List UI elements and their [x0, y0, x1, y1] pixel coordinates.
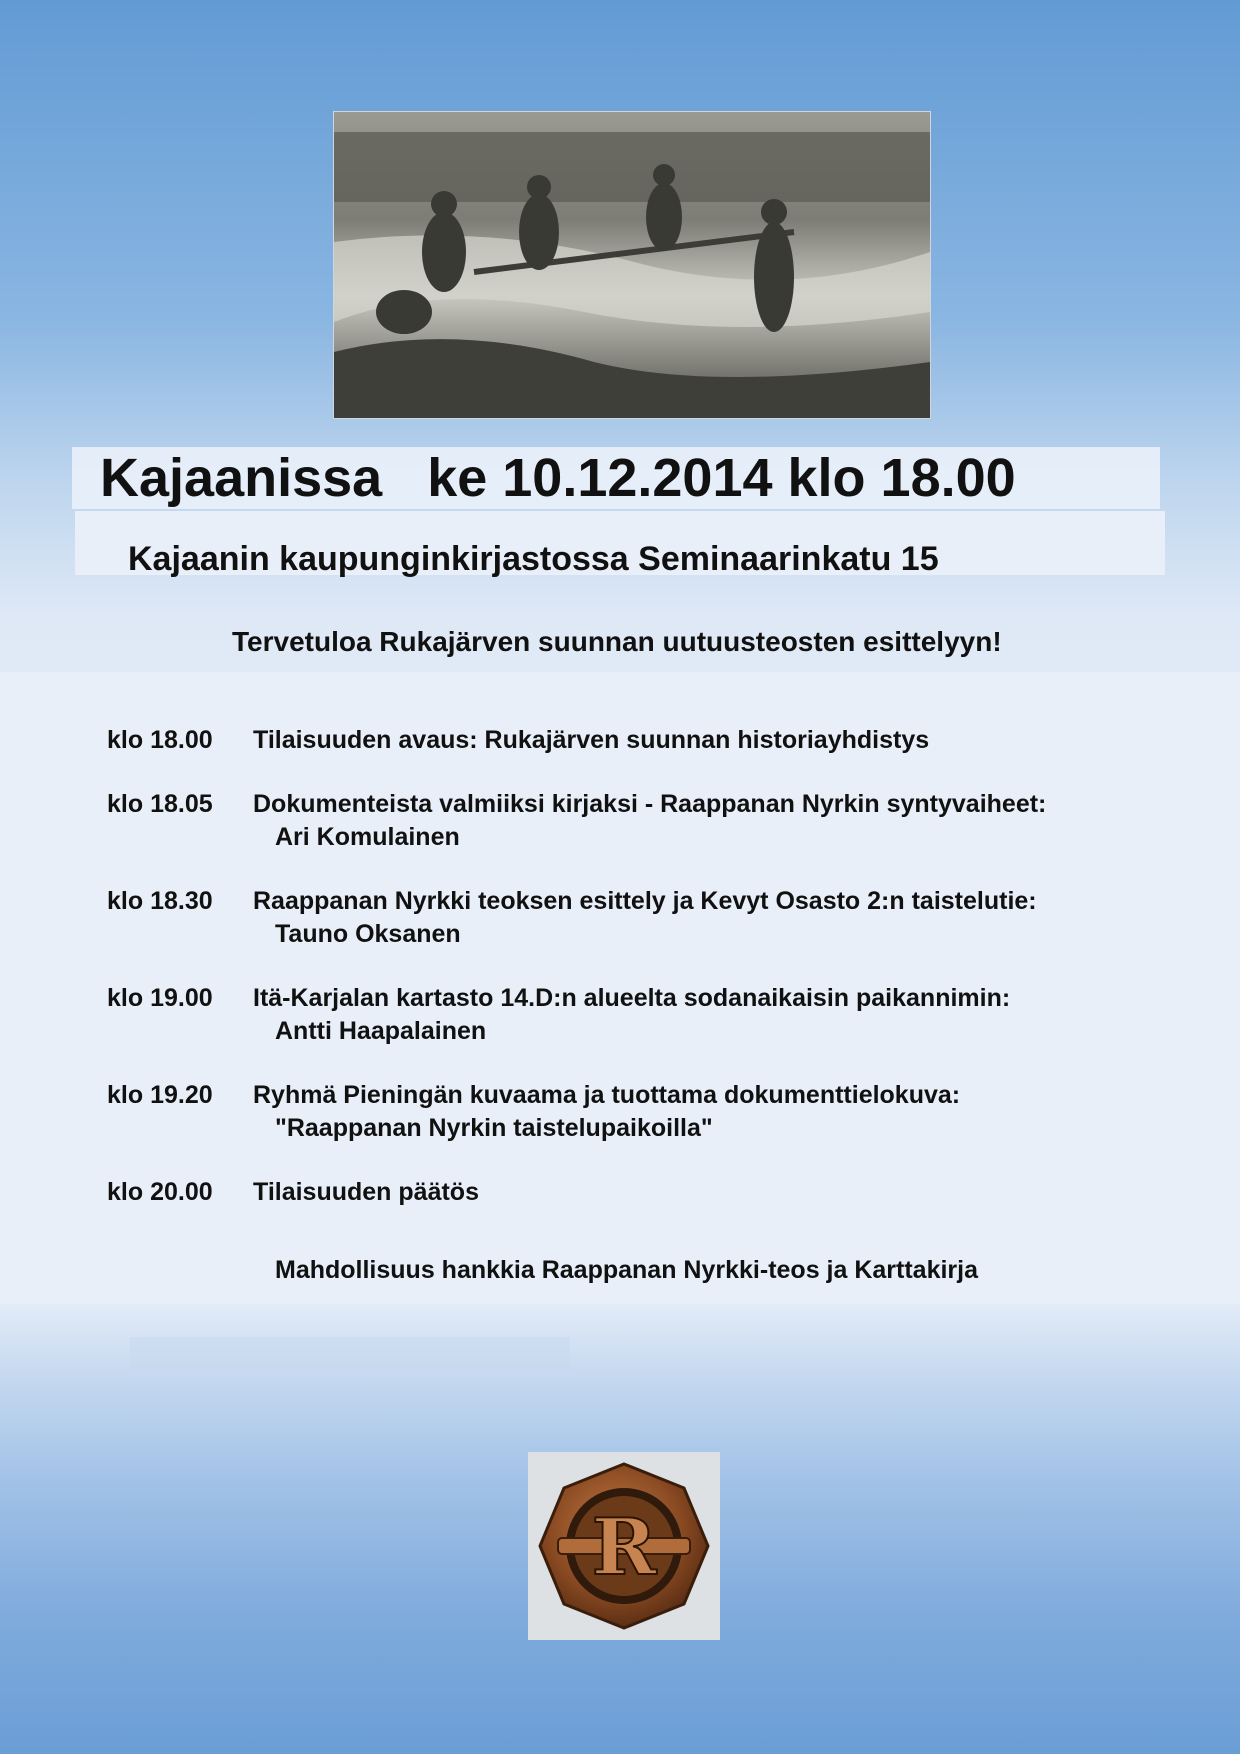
program-text	[253, 788, 1046, 854]
program-item	[107, 1176, 1217, 1209]
program-text	[253, 885, 1037, 951]
welcome-text: Tervetuloa Rukajärven suunnan uutuusteosten esittelyyn!	[232, 626, 1002, 657]
program-item	[107, 724, 1217, 757]
program-speaker: Ari Komulainen	[275, 823, 460, 851]
program-item	[107, 1079, 1217, 1145]
program-time: klo 18.00	[107, 726, 213, 754]
program-item	[107, 788, 1217, 854]
program-title: Ryhmä Pieningän kuvaama ja tuottama dokumenttielokuva:	[253, 1081, 961, 1109]
program-time: klo 19.20	[107, 1081, 213, 1109]
program-film-title: "Raappanan Nyrkin taistelupaikoilla"	[275, 1114, 713, 1142]
emblem-letter: R	[591, 1502, 657, 1593]
decorative-strip-bottom	[130, 1337, 570, 1371]
closing-note: Mahdollisuus hankkia Raappanan Nyrkki-teos ja Karttakirja	[275, 1256, 979, 1284]
program-time: klo 18.05	[107, 790, 213, 818]
event-venue: Kajaanin kaupunginkirjastossa Seminaarinkatu 15	[128, 540, 939, 578]
r-badge-emblem	[528, 1452, 720, 1640]
program-text	[253, 724, 929, 757]
decorative-strip-top	[35, 52, 195, 72]
program-title: Tilaisuuden avaus: Rukajärven suunnan historiayhdistys	[253, 726, 930, 754]
program-time: klo 19.00	[107, 984, 213, 1012]
program-speaker: Tauno Oksanen	[275, 920, 461, 948]
program-item	[107, 982, 1217, 1048]
program-text	[253, 1079, 960, 1145]
program-time: klo 20.00	[107, 1178, 213, 1206]
event-date-heading: Kajaanissa ke 10.12.2014 klo 18.00	[100, 448, 1016, 508]
program-time: klo 18.30	[107, 887, 213, 915]
historical-photo	[333, 111, 931, 419]
program-item	[107, 885, 1217, 951]
program-text	[253, 1176, 479, 1209]
program-title: Raappanan Nyrkki teoksen esittely ja Kevyt Osasto 2:n taistelutie:	[253, 887, 1037, 915]
program-list	[107, 724, 1217, 1240]
program-speaker: Antti Haapalainen	[275, 1017, 487, 1045]
program-title: Dokumenteista valmiiksi kirjaksi - Raappanan Nyrkin syntyvaiheet:	[253, 790, 1047, 818]
program-title: Tilaisuuden päätös	[253, 1178, 479, 1206]
program-title: Itä-Karjalan kartasto 14.D:n alueelta sodanaikaisin paikannimin:	[253, 984, 1011, 1012]
program-text	[253, 982, 1010, 1048]
